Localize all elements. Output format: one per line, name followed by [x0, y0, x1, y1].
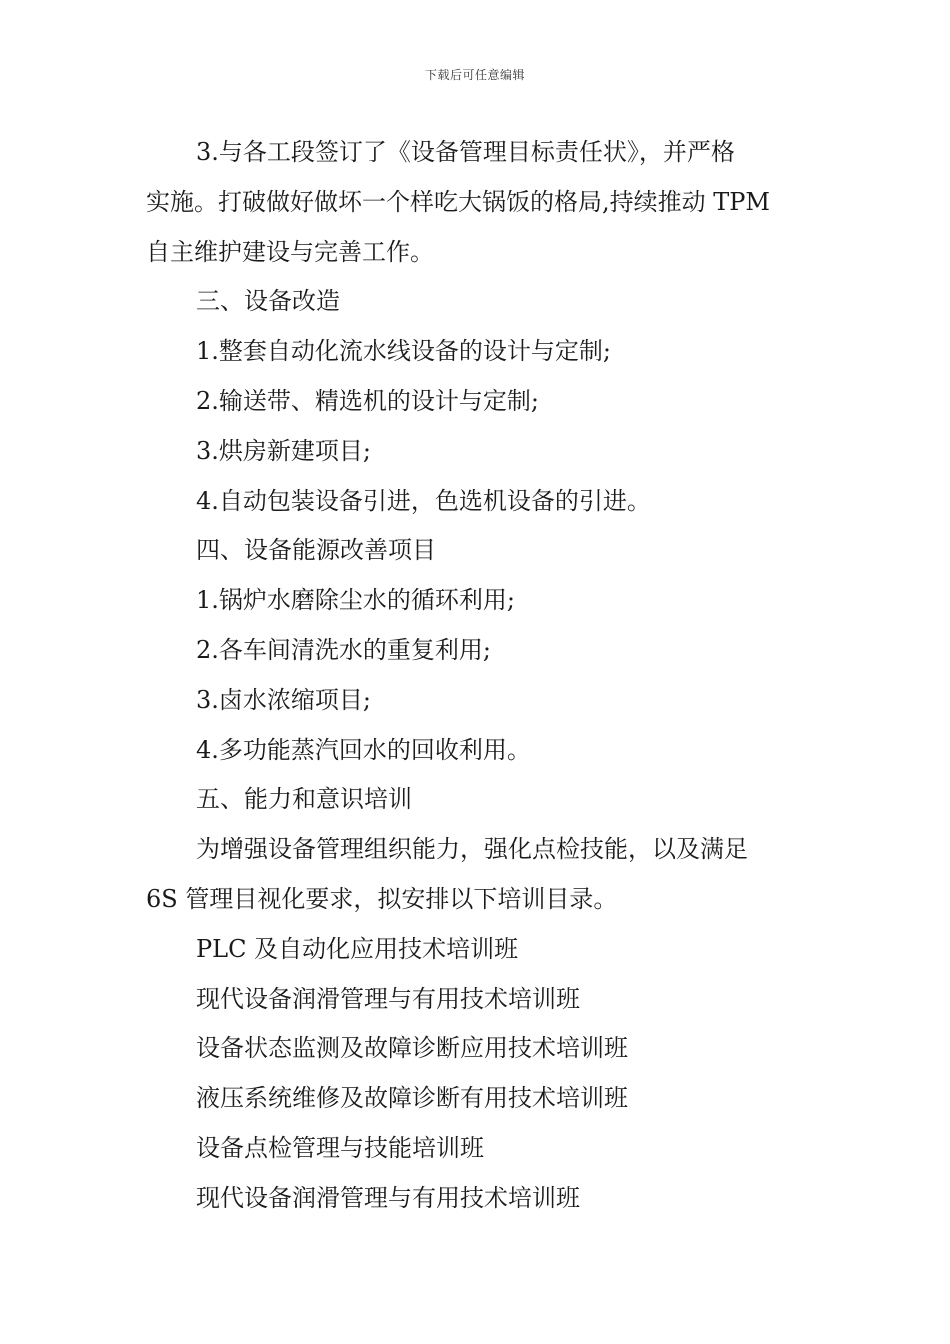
- paragraph-line: 自主维护建设与完善工作。: [146, 237, 434, 266]
- list-item: 3.烘房新建项目;: [196, 436, 371, 465]
- list-item: 1.锅炉水磨除尘水的循环利用;: [196, 586, 515, 615]
- page-header-note: 下载后可任意编辑: [424, 68, 525, 82]
- training-course-item: 现代设备润滑管理与有用技术培训班: [196, 984, 580, 1013]
- list-item: 3.卤水浓缩项目;: [196, 685, 371, 714]
- training-course-item: PLC 及自动化应用技术培训班: [196, 934, 519, 963]
- paragraph-line: 为增强设备管理组织能力，强化点检技能，以及满足: [196, 835, 748, 864]
- section-heading-energy-improvement: 四、设备能源改善项目: [196, 536, 436, 565]
- list-item: 4.自动包装设备引进，色选机设备的引进。: [196, 486, 651, 515]
- training-course-item: 液压系统维修及故障诊断有用技术培训班: [196, 1084, 628, 1113]
- list-item: 1.整套自动化流水线设备的设计与定制;: [196, 337, 611, 366]
- training-course-item: 设备点检管理与技能培训班: [196, 1133, 484, 1162]
- paragraph-responsibility: [146, 128, 812, 277]
- section-heading-training: 五、能力和意识培训: [196, 785, 412, 814]
- document-body: [146, 128, 812, 1224]
- list-item: 2.输送带、精选机的设计与定制;: [196, 386, 539, 415]
- section-heading-equipment-renovation: 三、设备改造: [196, 287, 340, 316]
- list-item: 2.各车间清洗水的重复利用;: [196, 635, 491, 664]
- list-item: 4.多功能蒸汽回水的回收利用。: [196, 735, 531, 764]
- training-course-item: 现代设备润滑管理与有用技术培训班: [196, 1183, 580, 1212]
- paragraph-line: 3.与各工段签订了《设备管理目标责任状》，并严格: [196, 138, 735, 166]
- paragraph-line: 6S 管理目视化要求，拟安排以下培训目录。: [146, 884, 618, 913]
- training-course-item: 设备状态监测及故障诊断应用技术培训班: [196, 1034, 628, 1063]
- paragraph-line: 实施。打破做好做坏一个样吃大锅饭的格局,持续推动 TPM: [146, 187, 770, 216]
